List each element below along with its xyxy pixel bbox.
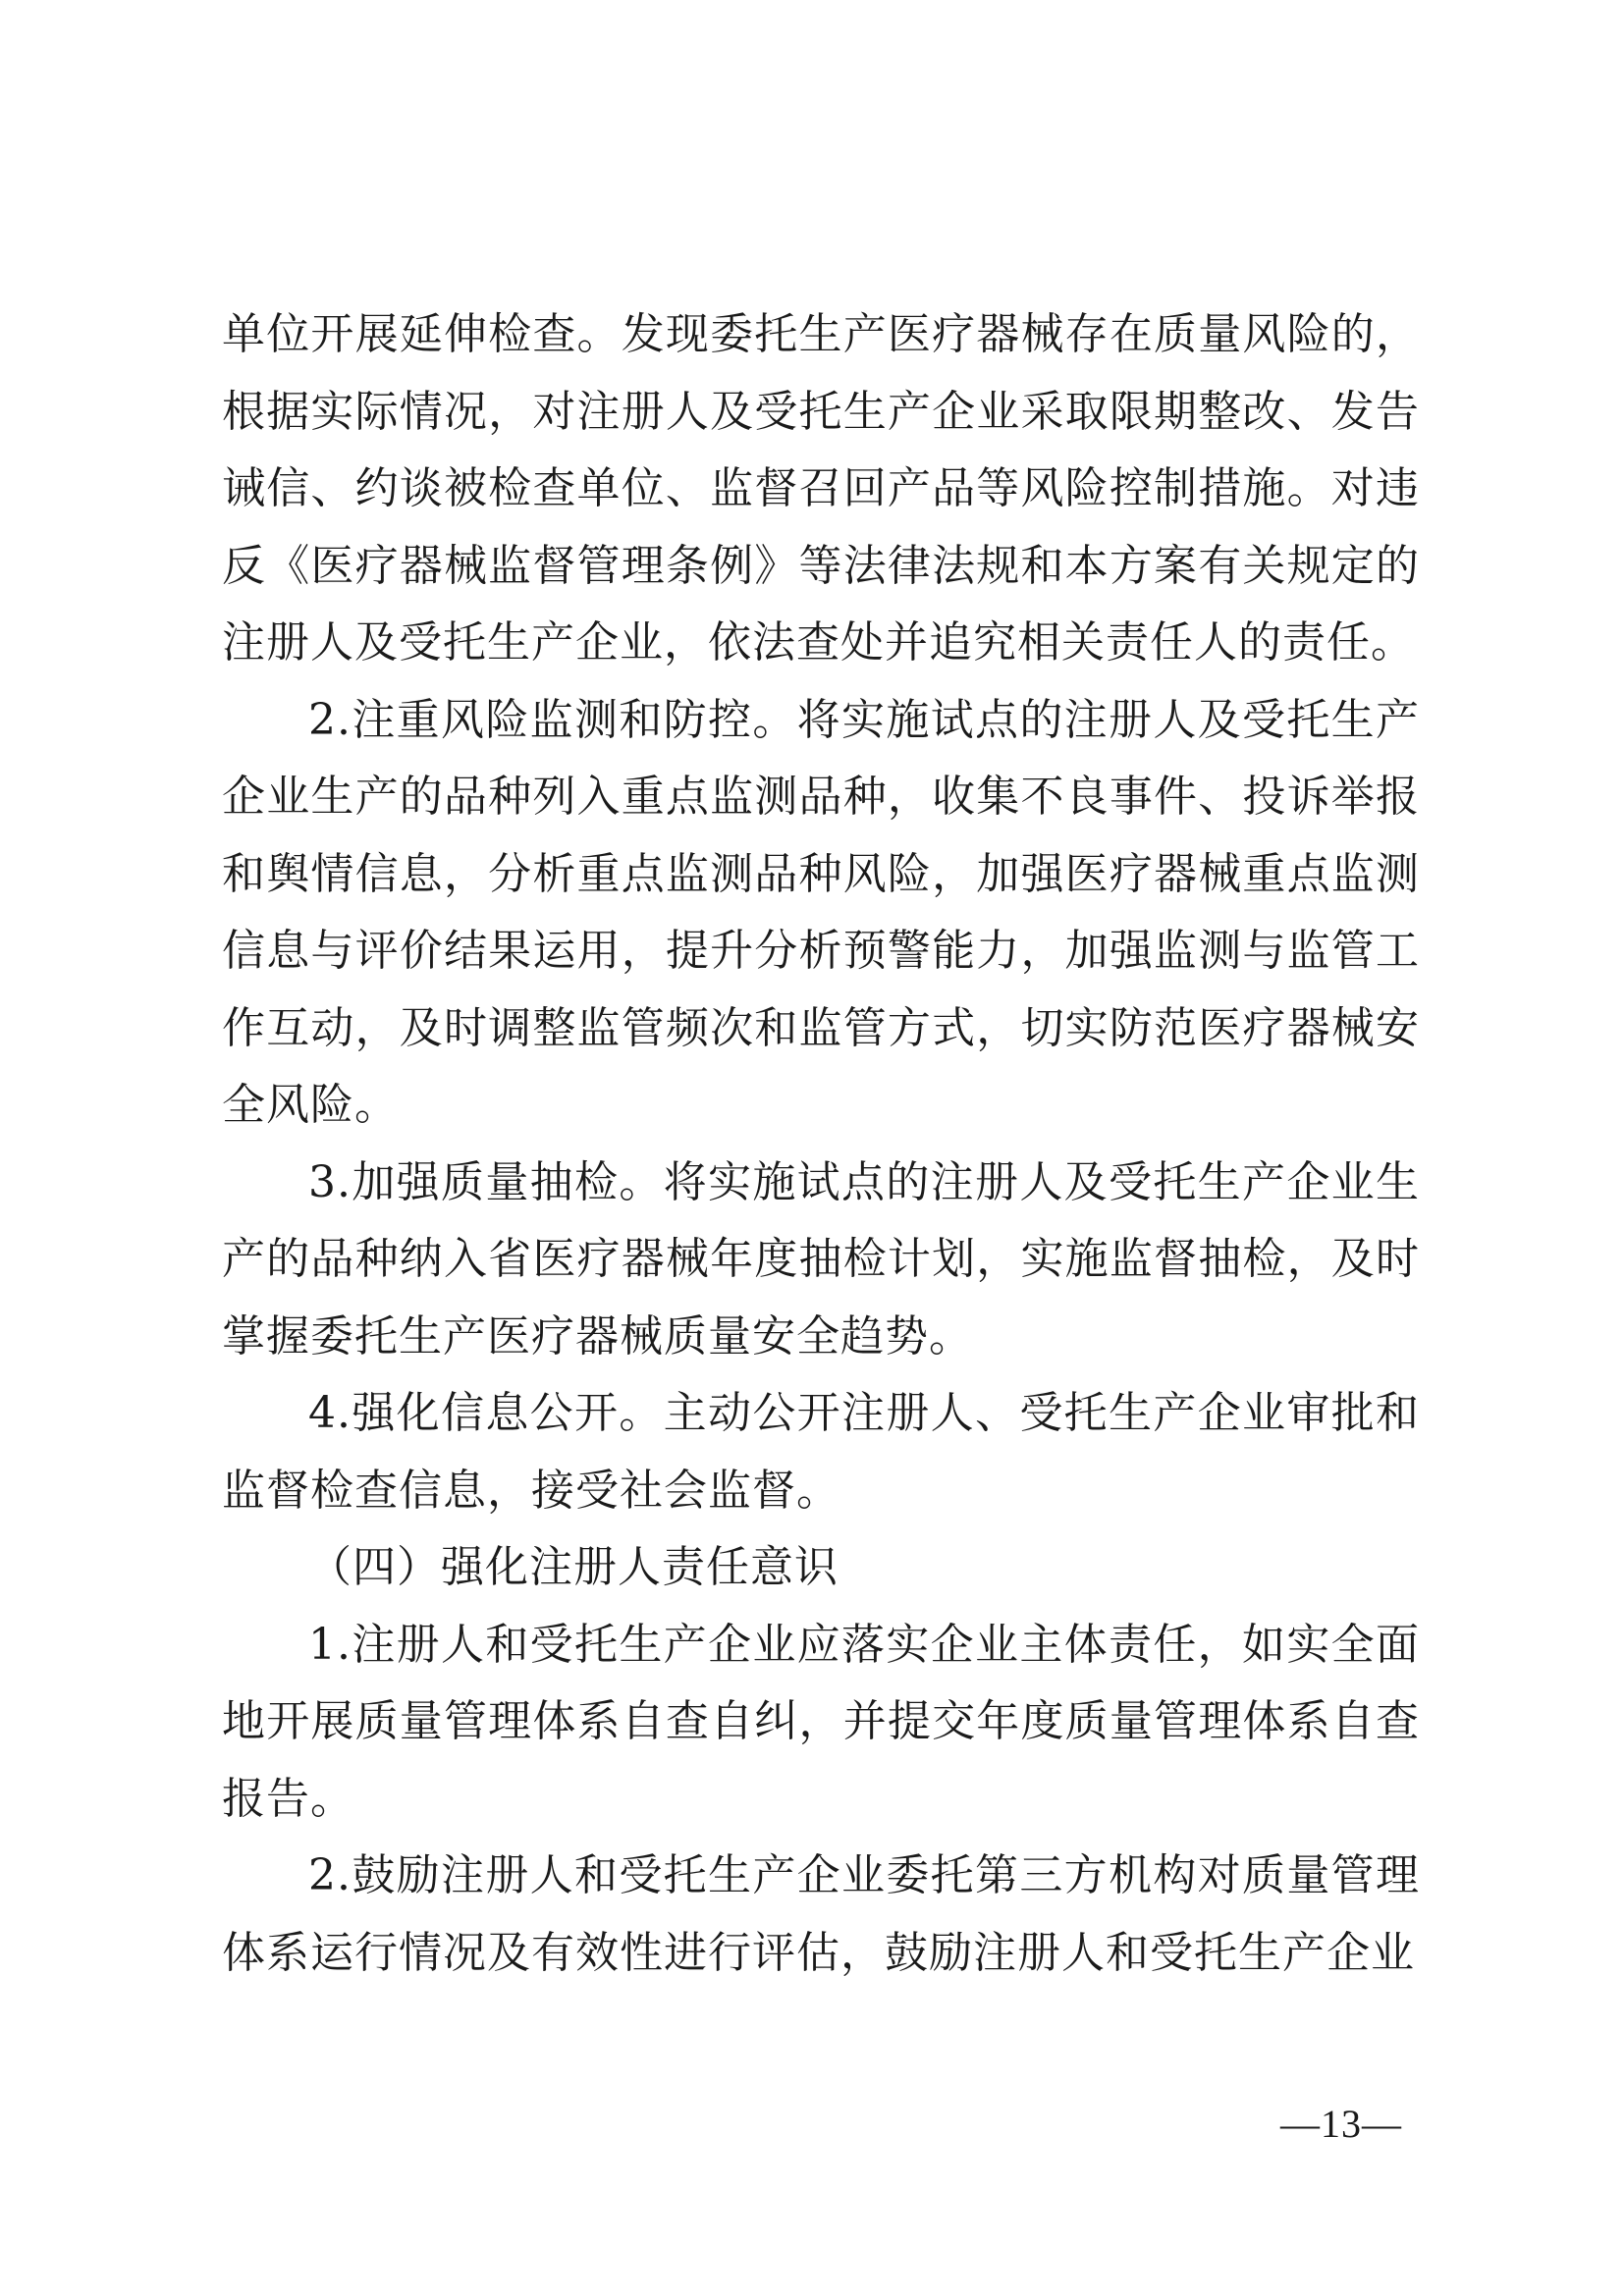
paragraph-information-disclosure: 4.强化信息公开。主动公开注册人、受托生产企业审批和监督检查信息，接受社会监督。 <box>222 1388 1420 1516</box>
paragraph-risk-monitoring: 2.注重风险监测和防控。将实施试点的注册人及受托生产企业生产的品种列入重点监测品种，收集不良事件、投诉举报和舆情信息，分析重点监测品种风险，加强医疗器械重点监测信息与评价结果运用，提升分析预警能力，加强监测与监管工作互动，及时调整监管频次和监管方式，切实防范医疗器械安全风险。 <box>222 694 1420 1130</box>
paragraph-continuation: 单位开展延伸检查。发现委托生产医疗器械存在质量风险的，根据实际情况，对注册人及受托生产企业采取限期整改、发告诫信、约谈被检查单位、监督召回产品等风险控制措施。对违反《医疗器械监督管理条例》等法律法规和本方案有关规定的注册人及受托生产企业，依法查处并追究相关责任人的责任。 <box>222 309 1420 667</box>
document-body <box>222 296 1420 1992</box>
section-heading-registrant-responsibility: （四）强化注册人责任意识 <box>308 1542 839 1592</box>
paragraph-third-party-evaluation: 2.鼓励注册人和受托生产企业委托第三方机构对质量管理体系运行情况及有效性进行评估，鼓励注册人和受托生产企业 <box>222 1850 1420 1978</box>
paragraph-self-inspection: 1.注册人和受托生产企业应落实企业主体责任，如实全面地开展质量管理体系自查自纠，并提交年度质量管理体系自查报告。 <box>222 1619 1420 1824</box>
paragraph-quality-sampling: 3.加强质量抽检。将实施试点的注册人及受托生产企业生产的品种纳入省医疗器械年度抽检计划，实施监督抽检，及时掌握委托生产医疗器械质量安全趋势。 <box>222 1156 1420 1362</box>
page-number: —13— <box>1280 2102 1402 2146</box>
